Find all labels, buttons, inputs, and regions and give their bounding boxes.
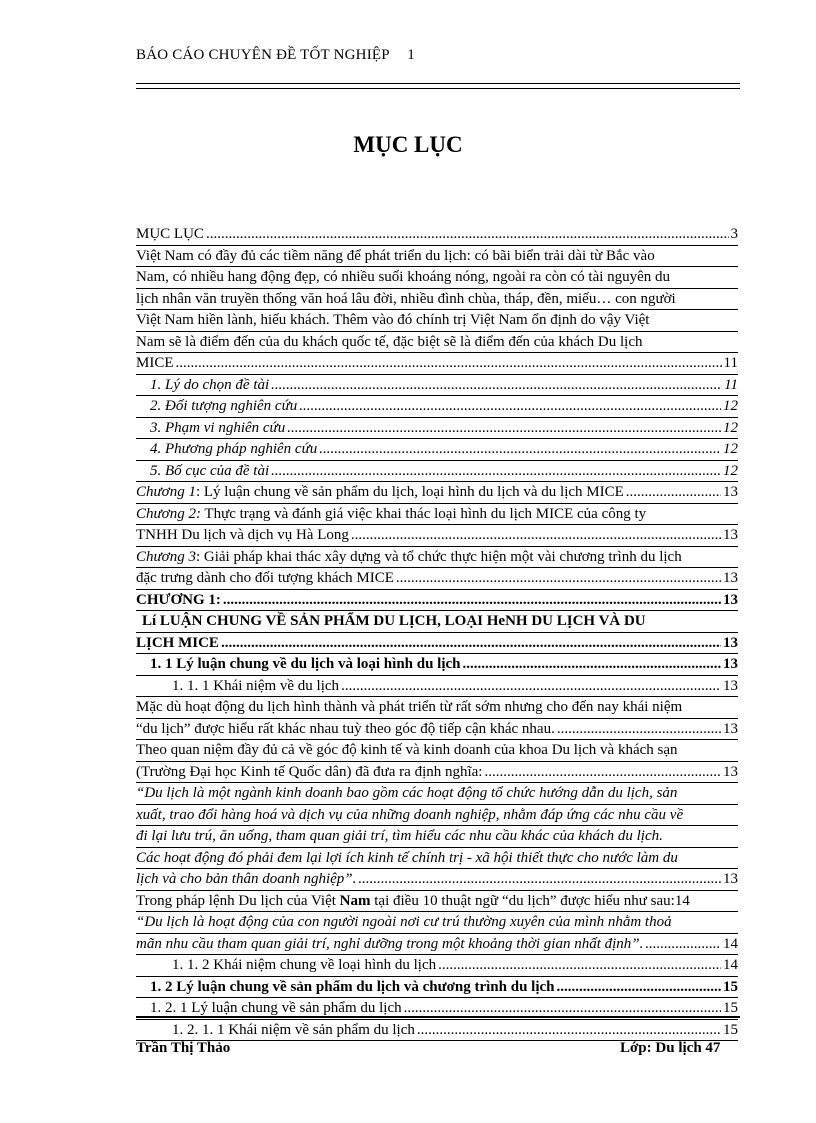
toc-entry[interactable]: [136, 977, 738, 999]
toc-entry-text: đặc trưng dành cho đối tượng khách MICE: [136, 570, 394, 586]
toc-entry[interactable]: [136, 719, 738, 741]
toc-entry-text: MỤC LỤC: [136, 226, 204, 242]
toc-page-number: 13: [723, 570, 738, 586]
toc-entry[interactable]: [136, 332, 738, 354]
toc-entry-text: “Du lịch là hoạt động của con người ngoài nơi cư trú thường xuyên của mình nhằm thoả: [136, 914, 672, 930]
toc-entry[interactable]: [136, 504, 738, 526]
toc-entry[interactable]: [136, 289, 738, 311]
toc-page-number: 12: [723, 419, 738, 436]
toc-leader: [351, 525, 721, 546]
toc-page-number: 13: [723, 484, 738, 500]
toc-leader: [358, 869, 721, 890]
toc-page-number: 14: [674, 892, 690, 909]
toc-entry-text: Mặc dù hoạt động du lịch hình thành và phát triển từ rất sớm nhưng cho đến nay khái niệm: [136, 699, 683, 715]
toc-page-number: 13: [723, 871, 738, 887]
toc-entry-text: Các hoạt động đó phải đem lại lợi ích kinh tế chính trị - xã hội thiết thực cho nước làm du: [136, 849, 678, 866]
toc-entry-text: MICE: [136, 355, 174, 371]
toc-entry[interactable]: [136, 418, 738, 440]
toc-page-number: 14: [723, 957, 738, 973]
toc-entry-text: Việt Nam có đầy đủ các tiềm năng để phát triển du lịch: có bãi biển trải dài từ Bắc vào: [136, 247, 655, 264]
toc-page-number: 11: [723, 355, 738, 371]
toc-entry[interactable]: [136, 590, 738, 612]
toc-leader: [417, 1020, 721, 1041]
toc-entry-text: Theo quan niệm đầy đủ cả về góc độ kinh tế và kinh doanh của khoa Du lịch và khách sạn: [136, 742, 678, 758]
toc-leader: [271, 461, 721, 482]
toc-entry-text: Lí LUẬN CHUNG VỀ SẢN PHẨM DU LỊCH, LOẠI HeNH DU LỊCH VÀ DU: [142, 613, 646, 629]
toc-entry-text: lịch nhân văn truyền thống văn hoá lâu đời, nhiều đình chùa, tháp, đền, miếu… con người: [136, 290, 676, 307]
toc-entry[interactable]: [136, 891, 738, 913]
toc-entry-text: đi lại lưu trú, ăn uống, tham quan giải trí, tìm hiểu các nhu cầu khác của khách du lịch.: [136, 828, 663, 844]
toc-entry[interactable]: [136, 375, 738, 397]
toc-page-number: 12: [723, 398, 738, 414]
page-title: MỤC LỤC: [353, 132, 463, 157]
toc-page-number: 12: [723, 462, 738, 479]
toc-entry[interactable]: [136, 740, 738, 762]
toc-entry[interactable]: [136, 654, 738, 676]
toc-entry-text: 1. 1 Lý luận chung về du lịch và loại hình du lịch: [150, 656, 461, 672]
toc-entry-text: 1. 2 Lý luận chung về sản phẩm du lịch và chương trình du lịch: [150, 978, 555, 995]
toc-entry[interactable]: [136, 568, 738, 590]
toc-entry[interactable]: [136, 805, 738, 827]
toc-entry-text: CHƯƠNG 1:: [136, 591, 221, 608]
toc-entry[interactable]: [136, 353, 738, 375]
toc-entry[interactable]: [136, 697, 738, 719]
toc-leader: [206, 224, 729, 245]
toc-entry[interactable]: [136, 934, 738, 956]
toc-entry[interactable]: [136, 912, 738, 934]
toc-leader: [626, 482, 721, 503]
toc-entry-text: xuất, trao đổi hàng hoá và dịch vụ của những doanh nghiệp, nhằm đáp ứng các nhu cầu về: [136, 806, 684, 823]
toc-entry[interactable]: [136, 396, 738, 418]
toc-entry[interactable]: [136, 826, 738, 848]
toc-page-number: 11: [724, 376, 738, 393]
toc-leader: [341, 676, 721, 697]
toc-entry-text: 1. 1. 2 Khái niệm chung về loại hình du lịch: [172, 957, 437, 973]
toc-page-number: 13: [723, 763, 738, 780]
toc-entry-text: 2. Đối tượng nghiên cứu: [150, 398, 298, 414]
toc-leader: [271, 375, 722, 396]
toc-entry[interactable]: [136, 633, 738, 655]
toc-page-number: 15: [723, 1021, 738, 1038]
toc-entry[interactable]: [136, 783, 738, 805]
toc-leader: [176, 353, 722, 374]
toc-entry[interactable]: [136, 246, 738, 268]
header-double-rule: [136, 83, 740, 89]
toc-entry-text-continued: tại điều 10 thuật ngữ “du lịch” được hiểu như sau:: [370, 892, 675, 909]
toc-leader: [557, 977, 721, 998]
running-header: [136, 47, 415, 64]
toc-page-number: 13: [723, 591, 738, 608]
toc-page-number: 3: [730, 226, 738, 242]
toc-entry-text: mãn nhu cầu tham quan giải trí, nghỉ dưỡng trong một khoảng thời gian nhất định”.: [136, 935, 644, 952]
toc-leader: [463, 654, 721, 675]
toc-leader: [223, 590, 721, 611]
header-title: BÁO CÁO CHUYÊN ĐỀ TỐT NGHIỆP: [136, 47, 390, 63]
toc-entry[interactable]: [136, 525, 738, 547]
toc-entry[interactable]: [136, 848, 738, 870]
toc-entry[interactable]: [136, 611, 738, 633]
toc-entry-text: : Giải pháp khai thác xây dựng và tổ chức thực hiện một vài chương trình du lịch: [195, 548, 682, 565]
toc-entry[interactable]: [136, 547, 738, 569]
toc-entry-text: 4. Phương pháp nghiên cứu: [150, 441, 318, 457]
toc-chapter-prefix: Chương 3: [136, 548, 196, 565]
footer-author: Trần Thị Thảo: [136, 1040, 231, 1056]
toc-entry-text: Nam, có nhiều hang động đẹp, có nhiều suối khoáng nóng, ngoài ra còn có tài nguyên du: [136, 269, 671, 285]
toc-chapter-prefix: Chương 2:: [136, 505, 201, 522]
toc-entry-emphasis: Nam: [339, 892, 371, 909]
toc-leader: [484, 762, 721, 783]
toc-leader: [221, 633, 721, 654]
toc-entry-text: lịch và cho bản thân doanh nghiệp”.: [136, 871, 357, 887]
toc-entry[interactable]: [136, 461, 738, 483]
toc-page-number: 14: [723, 935, 738, 952]
footer-class: Lớp: Du lịch 47: [620, 1040, 721, 1056]
toc-leader: [287, 418, 721, 439]
toc-entry-text: Nam sẽ là điểm đến của du khách quốc tế, đặc biệt sẽ là điểm đến của khách Du lịch: [136, 333, 643, 350]
toc-entry[interactable]: [136, 439, 738, 461]
toc-entry[interactable]: [136, 267, 738, 289]
toc-page-number: 13: [723, 720, 738, 737]
toc-entry-text: 1. 2. 1 Lý luận chung về sản phẩm du lịch: [150, 1000, 402, 1016]
toc-leader: [299, 396, 721, 417]
toc-entry[interactable]: [136, 310, 738, 332]
toc-entry-text: 1. 2. 1. 1 Khái niệm về sản phẩm du lịch: [172, 1021, 415, 1038]
toc-entry-text: (Trường Đại học Kinh tế Quốc dân) đã đưa ra định nghĩa:: [136, 763, 483, 780]
header-page-number: 1: [407, 47, 415, 63]
toc-page-number: 13: [723, 677, 738, 694]
toc-entry[interactable]: [136, 224, 738, 246]
toc-page-number: 12: [723, 441, 738, 457]
toc-leader: [645, 934, 721, 955]
footer-rule: [136, 1016, 740, 1018]
toc-entry-text: Trong pháp lệnh Du lịch của Việt: [136, 892, 340, 909]
toc-entry-text: “Du lịch là một ngành kinh doanh bao gồm các hoạt động tổ chức hướng dẫn du lịch, sản: [136, 785, 678, 801]
toc-entry-text: : Lý luận chung về sản phẩm du lịch, loại hình du lịch và du lịch MICE: [195, 484, 624, 500]
toc-entry-text: 1. 1. 1 Khái niệm về du lịch: [172, 677, 340, 694]
toc-page-number: 15: [723, 1000, 738, 1016]
toc-entry-text: TNHH Du lịch và dịch vụ Hà Long: [136, 527, 349, 543]
toc-leader: [396, 568, 721, 589]
toc-entry[interactable]: [136, 869, 738, 891]
toc-entry-text: 1. Lý do chọn đề tài: [150, 376, 270, 393]
toc-entry-text: “du lịch” được hiểu rất khác nhau tuỳ theo góc độ tiếp cận khác nhau.: [136, 720, 555, 737]
toc-entry-text: 3. Phạm vi nghiên cứu: [150, 419, 286, 436]
toc-leader: [438, 955, 721, 976]
toc-page-number: 13: [723, 527, 738, 543]
toc-page-number: 13: [723, 656, 738, 672]
toc-entry[interactable]: [136, 955, 738, 977]
toc-entry-text: Thực trạng và đánh giá việc khai thác loại hình du lịch MICE của công ty: [200, 505, 647, 522]
table-of-contents: [136, 224, 738, 1041]
toc-chapter-prefix: Chương 1: [136, 484, 196, 500]
toc-entry[interactable]: [136, 676, 738, 698]
toc-page-number: 15: [723, 978, 738, 995]
toc-entry-text: Việt Nam hiền lành, hiếu khách. Thêm vào đó chính trị Việt Nam ổn định do vậy Việt: [136, 312, 650, 328]
toc-entry[interactable]: [136, 1020, 738, 1042]
toc-entry-text: LỊCH MICE: [136, 634, 219, 651]
toc-entry[interactable]: [136, 762, 738, 784]
toc-entry[interactable]: [136, 482, 738, 504]
toc-leader: [319, 439, 721, 460]
toc-entry-text: 5. Bố cục của đề tài: [150, 462, 270, 479]
toc-leader: [557, 719, 721, 740]
toc-page-number: 13: [723, 634, 738, 651]
